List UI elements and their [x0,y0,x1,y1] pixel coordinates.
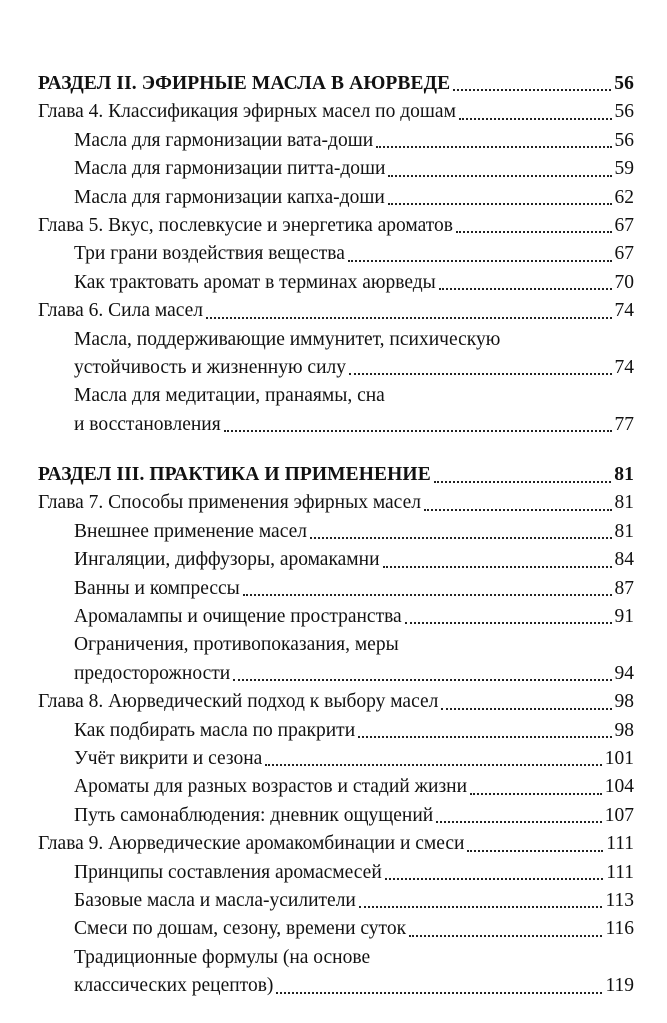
page-number: 94 [614,662,634,684]
toc-entry-chapter[interactable] [38,490,634,518]
toc-entry[interactable] [38,887,634,915]
dot-leader [243,594,612,596]
entry-title: Путь самонаблюдения: дневник ощущений [74,804,434,826]
dot-leader [224,430,612,432]
entry-title: Как подбирать масла по пракрити [74,719,356,741]
section-title: РАЗДЕЛ III. ПРАКТИКА И ПРИМЕНЕНИЕ [38,464,431,486]
entry-title: устойчивость и жизненную силу [74,356,347,378]
toc-entry[interactable] [38,518,634,546]
page-number: 56 [614,72,634,94]
dot-leader [206,317,611,319]
page-number: 113 [605,889,634,911]
toc-entry[interactable] [38,859,634,887]
page-number: 81 [614,520,634,542]
dot-leader [385,878,603,880]
toc-entry-chapter[interactable] [38,688,634,716]
entry-title: Смеси по дошам, сезону, времени суток [74,918,407,940]
page-number: 111 [606,861,634,883]
toc-entry[interactable] [38,802,634,830]
toc-entry[interactable] [38,745,634,773]
page-number: 62 [614,186,634,208]
dot-leader [459,118,612,120]
dot-leader [310,537,612,539]
dot-leader [405,622,612,624]
toc-entry[interactable] [38,631,634,688]
toc-entry-chapter[interactable] [38,212,634,240]
entry-title: Глава 4. Классификация эфирных масел по дошам [38,101,456,123]
entry-title: Учёт викрити и сезона [74,748,263,770]
dot-leader [439,288,612,290]
entry-title: Как трактовать аромат в терминах аюрведы [74,271,436,293]
toc-entry[interactable] [38,603,634,631]
toc-entry[interactable] [38,382,634,439]
dot-leader [233,679,611,681]
toc-entry[interactable] [38,915,634,943]
page-number: 101 [604,748,634,770]
section-3 [38,461,634,1000]
page-number: 116 [605,918,634,940]
entry-title: Принципы составления аромасмесей [74,861,382,883]
dot-leader [383,566,612,568]
dot-leader [388,203,612,205]
entry-title: Аромалампы и очищение пространства [74,606,402,628]
dot-leader [376,146,611,148]
page-number: 74 [614,356,634,378]
toc-entry[interactable] [38,575,634,603]
dot-leader [434,481,612,483]
page-number: 107 [604,804,634,826]
dot-leader [453,89,611,91]
entry-title: Базовые масла и масла-усилители [74,889,356,911]
entry-title: Три грани воздействия вещества [74,243,345,265]
entry-title: и восстановления [74,413,221,435]
toc-entry[interactable] [38,717,634,745]
toc-entry-chapter[interactable] [38,98,634,126]
toc-entry[interactable] [38,155,634,183]
toc-entry[interactable] [38,326,634,383]
entry-title: Глава 8. Аюрведический подход к выбору масел [38,691,439,713]
toc-entry[interactable] [38,546,634,574]
page-number: 119 [605,975,634,997]
page-number: 84 [614,549,634,571]
page-number: 70 [614,271,634,293]
section-title: РАЗДЕЛ II. ЭФИРНЫЕ МАСЛА В АЮРВЕДЕ [38,72,451,94]
entry-title: предосторожности [74,662,231,684]
dot-leader [441,708,611,710]
entry-title: Глава 5. Вкус, послевкусие и энергетика ароматов [38,214,453,236]
dot-leader [424,509,612,511]
section-heading[interactable] [38,70,634,98]
page-number: 59 [614,158,634,180]
entry-title: Глава 6. Сила масел [38,300,204,322]
dot-leader [349,373,611,375]
page-number: 98 [614,719,634,741]
table-of-contents [38,70,634,1023]
page-number: 111 [606,833,634,855]
toc-entry-chapter[interactable] [38,297,634,325]
entry-title: Масла для гармонизации вата-доши [74,129,374,151]
dot-leader [409,935,602,937]
entry-last-line [74,972,634,1000]
toc-entry[interactable] [38,269,634,297]
toc-entry[interactable] [38,240,634,268]
entry-title: Глава 7. Способы применения эфирных масел [38,492,421,514]
page-number: 56 [614,101,634,123]
entry-title: классических рецептов) [74,975,274,997]
section-heading[interactable] [38,461,634,489]
page-number: 77 [614,413,634,435]
dot-leader [436,821,602,823]
entry-last-line [74,411,634,439]
dot-leader [388,175,611,177]
entry-title: Ингаляции, диффузоры, аромакамни [74,549,380,571]
toc-entry[interactable] [38,944,634,1001]
page-number: 56 [614,129,634,151]
entry-title-line-1: Масла, поддерживающие иммунитет, психическую [74,328,501,350]
page-number: 81 [614,464,634,486]
dot-leader [348,260,612,262]
section-2 [38,70,634,439]
dot-leader [470,793,602,795]
page-number: 74 [614,300,634,322]
page-number: 98 [614,691,634,713]
entry-title: Ванны и компрессы [74,577,240,599]
page-number: 67 [614,243,634,265]
toc-entry-chapter[interactable] [38,830,634,858]
entry-title: Масла для гармонизации капха-доши [74,186,385,208]
page-number: 87 [614,577,634,599]
toc-entry[interactable] [38,127,634,155]
page-number: 104 [604,776,634,798]
entry-last-line [74,660,634,688]
dot-leader [265,764,601,766]
entry-title-line-1: Традиционные формулы (на основе [74,946,371,968]
entry-title: Ароматы для разных возрастов и стадий жизни [74,776,468,798]
dot-leader [456,231,612,233]
entry-title-line-1: Масла для медитации, пранаямы, сна [74,385,385,407]
dot-leader [358,736,611,738]
entry-title-line-1: Ограничения, противопоказания, меры [74,634,399,656]
page-number: 81 [614,492,634,514]
toc-entry[interactable] [38,773,634,801]
toc-entry[interactable] [38,184,634,212]
entry-last-line [74,354,634,382]
dot-leader [359,906,603,908]
page-number: 67 [614,214,634,236]
page-number: 91 [614,606,634,628]
dot-leader [467,850,603,852]
entry-title: Внешнее применение масел [74,520,307,542]
dot-leader [276,992,602,994]
entry-title: Масла для гармонизации питта-доши [74,158,386,180]
entry-title: Глава 9. Аюрведические аромакомбинации и смеси [38,833,465,855]
